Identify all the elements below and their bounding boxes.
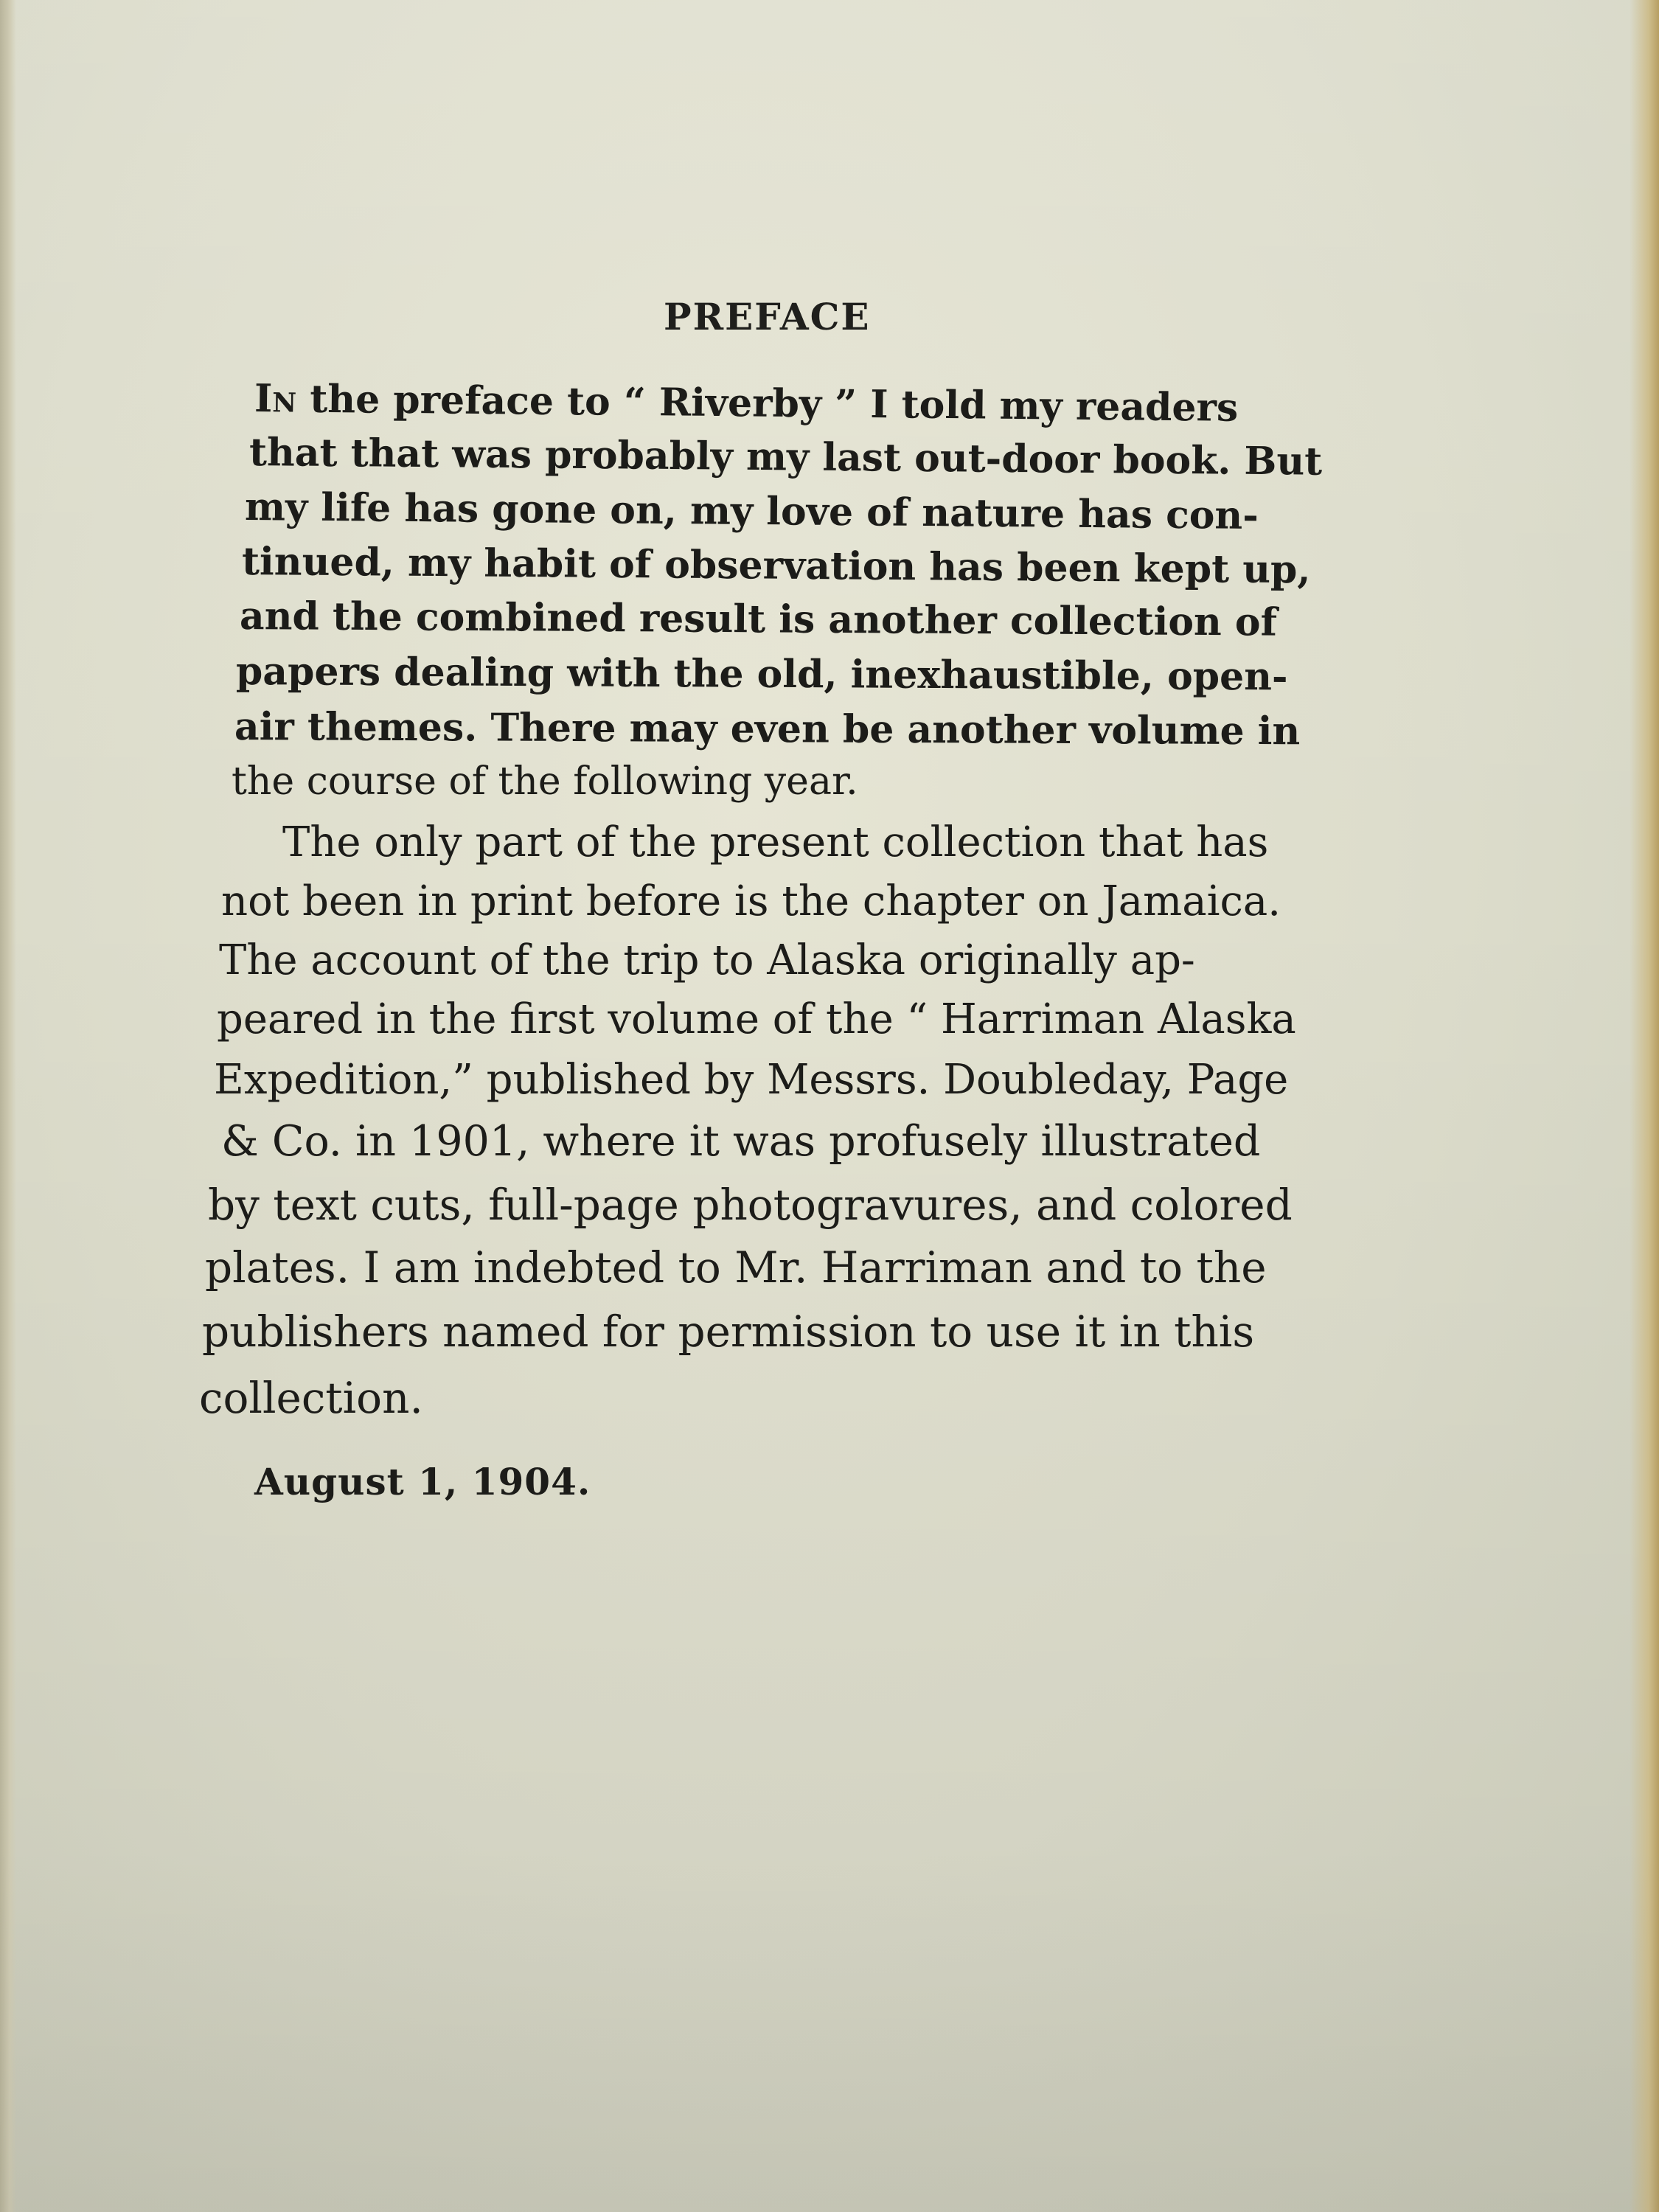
drop-word: In xyxy=(254,376,297,422)
text-line: that that was probably my last out-door book. But xyxy=(248,430,1323,484)
page-shadow xyxy=(0,1843,1659,2212)
text-line xyxy=(254,376,1239,431)
text-line: collection. xyxy=(199,1373,423,1423)
text-line: tinued, my habit of observation has been kept up, xyxy=(241,539,1311,593)
text-line: air themes. There may even be another volume in xyxy=(234,704,1301,754)
text-line: and the combined result is another collection of xyxy=(239,594,1278,645)
text-line: by text cuts, full-page photogravures, and colored xyxy=(208,1180,1293,1230)
line-rest: the preface to “ Riverby ” I told my readers xyxy=(296,376,1239,431)
date-signature: August 1, 1904. xyxy=(254,1460,591,1503)
text-line: & Co. in 1901, where it was profusely illustrated xyxy=(221,1117,1261,1166)
text-line: my life has gone on, my love of nature has con- xyxy=(244,484,1259,538)
text-line: the course of the following year. xyxy=(232,759,858,804)
text-line: plates. I am indebted to Mr. Harriman and to the xyxy=(205,1242,1267,1293)
text-line: papers dealing with the old, inexhaustible, open- xyxy=(235,649,1288,700)
page-title: PREFACE xyxy=(664,295,871,338)
text-line: not been in print before is the chapter on Jamaica. xyxy=(221,877,1281,925)
text-line: peared in the first volume of the “ Harriman Alaska xyxy=(217,995,1296,1043)
text-line: The only part of the present collection that has xyxy=(282,818,1269,866)
text-line: publishers named for permission to use it in this xyxy=(202,1307,1255,1357)
text-line: Expedition,” published by Messrs. Doubleday, Page xyxy=(214,1056,1289,1104)
text-line: The account of the trip to Alaska originally ap- xyxy=(219,936,1195,984)
